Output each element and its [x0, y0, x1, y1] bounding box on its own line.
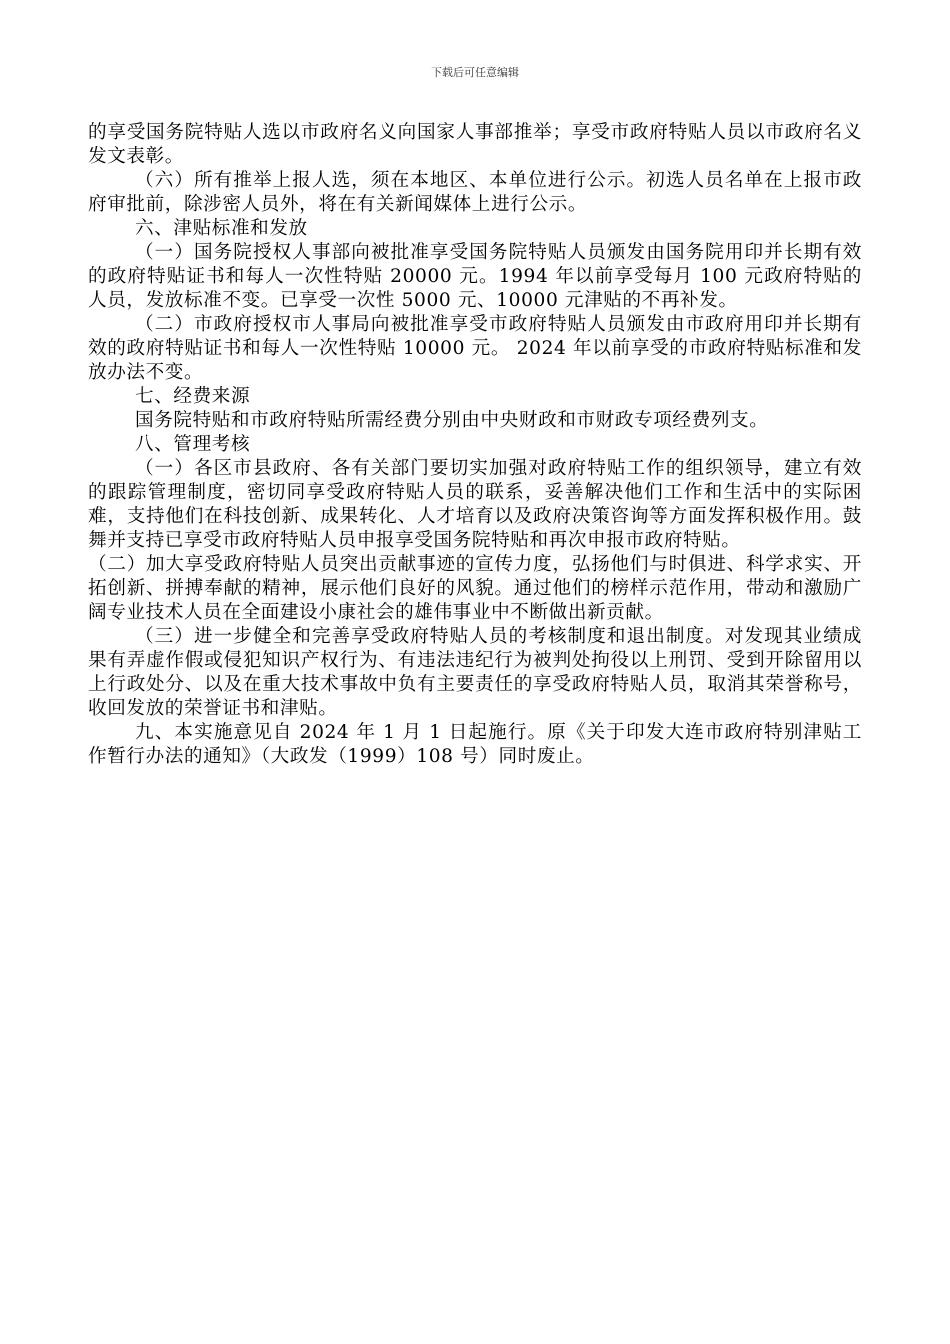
paragraph-item-6-publicity: （六）所有推举上报人选，须在本地区、本单位进行公示。初选人员名单在上报市政府审批前，除涉密人员外，将在有关新闻媒体上进行公示。 — [88, 170, 862, 215]
section-heading-management: 八、管理考核 — [135, 434, 251, 455]
paragraph-recommendation: 的享受国务院特贴人选以市政府名义向国家人事部推举；享受市政府特贴人员以市政府名义发文表彰。 — [88, 122, 862, 167]
paragraph-city-allowance: （二）市政府授权市人事局向被批准享受市政府特贴人员颁发由市政府用印并长期有效的政府特贴证书和每人一次性特贴 10000 元。 2024 年以前享受的市政府特贴标准和发放办法不变。 — [88, 314, 862, 383]
paragraph-effective-date: 九、本实施意见自 2024 年 1 月 1 日起施行。原《关于印发大连市政府特别津贴工作暂行办法的通知》（大政发（1999）108 号）同时废止。 — [88, 722, 862, 767]
section-heading-allowance-standard: 六、津贴标准和发放 — [135, 218, 308, 239]
section-heading-funding-source: 七、经费来源 — [135, 386, 251, 407]
paragraph-state-council-allowance: （一）国务院授权人事部向被批准享受国务院特贴人员颁发由国务院用印并长期有效的政府特贴证书和每人一次性特贴 20000 元。1994 年以前享受每月 100 元政府特贴的人员，发放标准不变。已享受一次性 5000 元、10000 元津贴的不再补发。 — [88, 242, 862, 311]
paragraph-management-1: （一）各区市县政府、各有关部门要切实加强对政府特贴工作的组织领导，建立有效的跟踪管理制度，密切同享受政府特贴人员的联系，妥善解决他们工作和生活中的实际困难，支持他们在科技创新、成果转化、人才培育以及政府决策咨询等方面发挥积极作用。鼓舞并支持已享受市政府特贴人员申报享受国务院特贴和再次申报市政府特贴。 — [88, 458, 862, 551]
document-body — [88, 121, 862, 769]
page-header-note: 下载后可任意编辑 — [431, 66, 519, 79]
paragraph-management-3: （三）进一步健全和完善享受政府特贴人员的考核制度和退出制度。对发现其业绩成果有弄虚作假或侵犯知识产权行为、有违法违纪行为被判处拘役以上刑罚、受到开除留用以上行政处分、以及在重大技术事故中负有主要责任的享受政府特贴人员，取消其荣誉称号，收回发放的荣誉证书和津贴。 — [88, 626, 862, 719]
paragraph-management-2: （二）加大享受政府特贴人员突出贡献事迹的宣传力度，弘扬他们与时俱进、科学求实、开拓创新、拼搏奉献的精神，展示他们良好的风貌。通过他们的榜样示范作用，带动和激励广阔专业技术人员在全面建设小康社会的雄伟事业中不断做出新贡献。 — [88, 554, 862, 623]
paragraph-funding-source: 国务院特贴和市政府特贴所需经费分别由中央财政和市财政专项经费列支。 — [135, 410, 769, 431]
